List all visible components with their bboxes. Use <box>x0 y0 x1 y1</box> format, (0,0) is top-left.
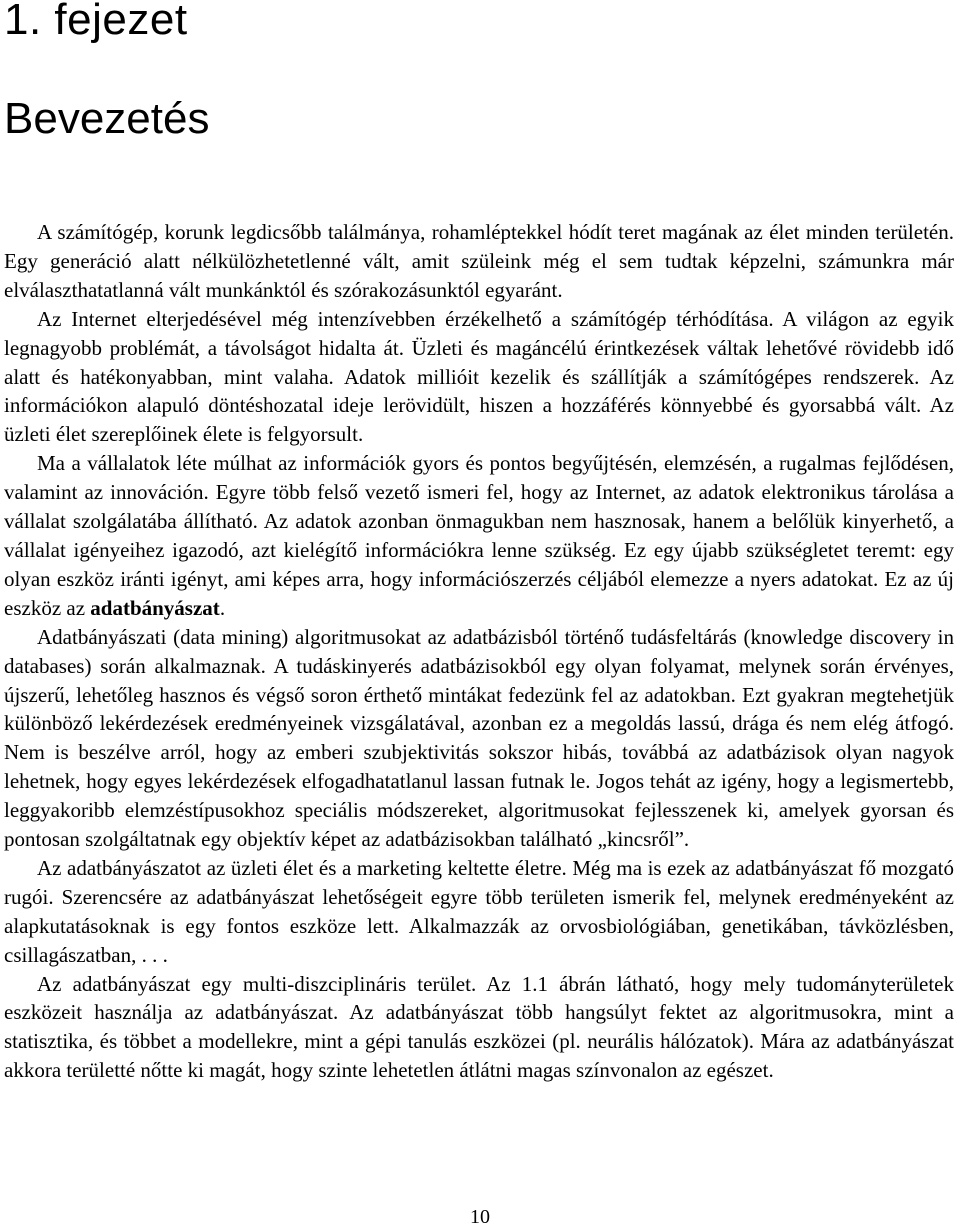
paragraph-3-tail: . <box>219 595 226 620</box>
term-adatbanyaszat: adatbányászat <box>90 595 220 620</box>
paragraph-3 <box>4 449 954 622</box>
paragraph-4 <box>4 623 954 854</box>
paragraph-6-text: Az adatbányászat egy multi-diszciplináris terület. Az 1.1 ábrán látható, hogy mely tudományterületek eszközeit használja az adatbányászat. Az adatbányászat több hangsúlyt fektet az algoritmusokra, mint a statisztika, és többet a modellekre, mint a gépi tanulás eszközei (pl. neurális hálózatok). Mára az adatbányászat akkora területté nőtte ki magát, hogy szinte lehetetlen átlátni magas színvonalon az egészet. <box>4 971 954 1083</box>
page-number: 10 <box>470 1206 490 1228</box>
paragraph-1-text: A számítógép, korunk legdicsőbb találmánya, rohamléptekkel hódít teret magának az élet minden területén. Egy generáció alatt nélkülözhetetlenné vált, amit szüleink még el sem tudtak képzelni, számunkra már elválaszthatatlanná vált munkánktól és szórakozásunktól egyaránt. <box>4 220 954 302</box>
paragraph-4-text: Adatbányászati (data mining) algoritmusokat az adatbázisból történő tudásfeltárás (knowledge discovery in databases) során alkalmaznak. A tudáskinyerés adatbázisokból egy olyan folyamat, melynek során érvényes, újszerű, lehetőleg hasznos és végső soron érthető mintákat fedezünk fel az adatokban. Ezt gyakran megtehetjük különböző lekérdezések eredményeinek vizsgálatával, azonban ez a megoldás lassú, drága és nem elég átfogó. Nem is beszélve arról, hogy az emberi szubjektivitás sokszor hibás, továbbá az adatbázisok olyan nagyok lehetnek, hogy egyes lekérdezések elfogadhatatlanul lassan futnak le. Jogos tehát az igény, hogy a legismertebb, leggyakoribb elemzéstípusokhoz speciális módszereket, algoritmusokat fejlesszenek ki, amelyek gyorsan és pontosan szolgáltatnak egy objektív képet az adatbázisokban található „kincsről”. <box>4 624 954 852</box>
body-text <box>4 218 954 1085</box>
paragraph-2-text: Az Internet elterjedésével még intenzívebben érzékelhető a számítógép térhódítása. A világon az egyik legnagyobb problémát, a távolságot hidalta át. Üzleti és magáncélú érintkezések váltak lehetővé rövidebb idő alatt és hatékonyabban, mint valaha. Adatok millióit kezelik és szállítják a számítógépes rendszerek. Az információkon alapuló döntéshozatal ideje lerövidült, hiszen a hozzáférés könnyebbé és gyorsabbá vált. Az üzleti élet szereplőinek élete is felgyorsult. <box>4 306 954 447</box>
paragraph-5 <box>4 854 954 970</box>
paragraph-6 <box>4 970 954 1086</box>
paragraph-3-text: Ma a vállalatok léte múlhat az információk gyors és pontos begyűjtésén, elemzésén, a rugalmas fejlődésen, valamint az innováción. Egyre több felső vezető ismeri fel, hogy az Internet, az adatok elektronikus tárolása a vállalat szolgálatába állítható. Az adatok azonban önmagukban nem hasznosak, hanem a belőlük kinyerhető, a vállalat igényeihez igazodó, azt kielégítő információkra lenne szükség. Ez egy újabb szükségletet teremt: egy olyan eszköz iránti igényt, ami képes arra, hogy információszerzés céljából elemezze a nyers adatokat. Ez az új eszköz az <box>4 451 954 620</box>
chapter-label: 1. fejezet <box>4 0 188 44</box>
paragraph-2 <box>4 305 954 450</box>
chapter-title: Bevezetés <box>4 94 210 143</box>
paragraph-1 <box>4 218 954 305</box>
paragraph-5-text: Az adatbányászatot az üzleti élet és a marketing keltette életre. Még ma is ezek az adatbányászat fő mozgató rugói. Szerencsére az adatbányászat lehetőségeit egyre több területen ismerik fel, melynek eredményeként az alapkutatásoknak is egy fontos eszköze lett. Alkalmazzák az orvosbiológiában, genetikában, távközlésben, csillagászatban, . . . <box>4 855 954 967</box>
